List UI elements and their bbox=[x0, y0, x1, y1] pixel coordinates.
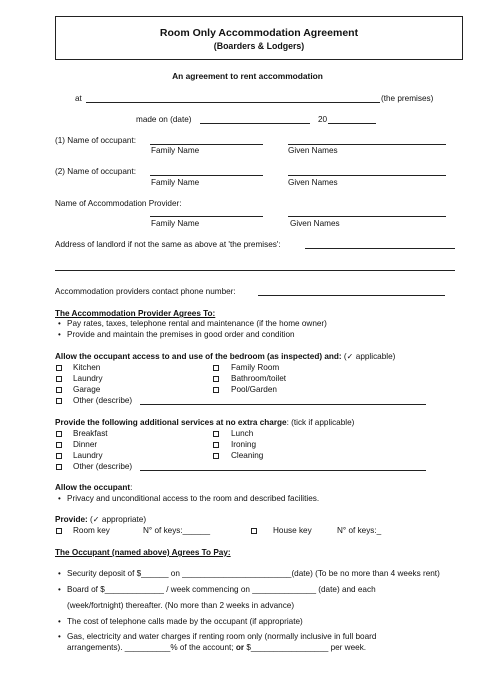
occupant-agrees-heading: The Occupant (named above) Agrees To Pay: bbox=[55, 548, 231, 557]
checkbox-other-access[interactable] bbox=[56, 398, 62, 404]
bullet: • bbox=[58, 569, 61, 578]
made-on-date-field[interactable] bbox=[200, 123, 310, 124]
premises-field[interactable] bbox=[86, 102, 380, 103]
occupant2-given-caption: Given Names bbox=[288, 178, 338, 187]
utilities-text-2 bbox=[67, 643, 366, 653]
access-option-label: Bathroom/toilet bbox=[231, 374, 287, 383]
provide-heading: Provide: bbox=[55, 515, 88, 524]
occupant2-family-caption: Family Name bbox=[151, 178, 200, 187]
service-option-label: Dinner bbox=[73, 440, 98, 449]
service-option-label: Ironing bbox=[231, 440, 257, 449]
checkbox-other-service[interactable] bbox=[56, 464, 62, 470]
board-text-2: (week/fortnight) thereafter. (No more than 2 weeks in advance) bbox=[67, 601, 295, 610]
provide-heading-line bbox=[55, 515, 146, 525]
premises-label: at bbox=[75, 94, 82, 103]
title-box bbox=[55, 16, 463, 60]
access-other-field[interactable] bbox=[140, 404, 426, 405]
provider-agrees-item: Pay rates, taxes, telephone rental and maintenance (if the home owner) bbox=[67, 319, 327, 328]
access-option-label: Kitchen bbox=[73, 363, 101, 372]
allow-occupant-heading: Allow the occupant bbox=[55, 483, 131, 492]
access-option-label: Pool/Garden bbox=[231, 385, 277, 394]
contact-phone-label: Accommodation providers contact phone number: bbox=[55, 287, 236, 296]
landlord-address-label: Address of landlord if not the same as above at 'the premises': bbox=[55, 240, 281, 249]
checkbox-room-key[interactable] bbox=[56, 528, 62, 534]
intro-text: An agreement to rent accommodation bbox=[172, 71, 323, 81]
checkbox-breakfast[interactable] bbox=[56, 431, 62, 437]
landlord-address-field-2[interactable] bbox=[55, 270, 455, 271]
access-heading: Allow the occupant access to and use of the bedroom (as inspected) and: bbox=[55, 352, 342, 361]
security-deposit-text: Security deposit of $______ on ________________________(date) (To be no more than 4 weeks rent) bbox=[67, 569, 440, 578]
room-key-label: Room key bbox=[73, 526, 110, 535]
access-option-label: Garage bbox=[73, 385, 101, 394]
utilities-text-1: Gas, electricity and water charges if renting room only (normally inclusive in full board bbox=[67, 632, 377, 641]
utilities-text-2c: $_________________ per week. bbox=[244, 643, 367, 652]
document-title: Room Only Accommodation Agreement bbox=[159, 27, 359, 39]
house-key-label: House key bbox=[273, 526, 312, 535]
services-note: : (tick if applicable) bbox=[286, 418, 355, 427]
board-text-1: Board of $_____________ / week commencing on ______________ (date) and each bbox=[67, 585, 376, 594]
checkbox-kitchen[interactable] bbox=[56, 365, 62, 371]
access-option-label: Family Room bbox=[231, 363, 280, 372]
occupant1-given-field[interactable] bbox=[288, 144, 446, 145]
checkbox-laundry-service[interactable] bbox=[56, 453, 62, 459]
landlord-address-field-1[interactable] bbox=[305, 248, 455, 249]
room-keys-count: N° of keys:______ bbox=[143, 526, 210, 535]
provider-given-field[interactable] bbox=[288, 216, 446, 217]
services-heading: Provide the following additional services at no extra charge bbox=[55, 418, 287, 427]
bullet: • bbox=[58, 585, 61, 594]
checkbox-house-key[interactable] bbox=[251, 528, 257, 534]
utilities-or: or bbox=[235, 643, 245, 652]
checkbox-ironing[interactable] bbox=[213, 442, 219, 448]
provider-family-field[interactable] bbox=[150, 216, 263, 217]
checkbox-pool-garden[interactable] bbox=[213, 387, 219, 393]
checkbox-dinner[interactable] bbox=[56, 442, 62, 448]
bullet: • bbox=[58, 617, 61, 626]
checkbox-lunch[interactable] bbox=[213, 431, 219, 437]
provider-agrees-heading: The Accommodation Provider Agrees To: bbox=[55, 309, 216, 318]
bullet: • bbox=[58, 632, 61, 641]
provide-note: (✓ appropriate) bbox=[90, 515, 147, 524]
occupant1-family-caption: Family Name bbox=[151, 146, 200, 155]
access-option-label: Laundry bbox=[73, 374, 103, 383]
utilities-text-2a: arrangements). __________% of the account; bbox=[67, 643, 236, 652]
access-heading-line bbox=[55, 352, 395, 362]
service-option-label: Lunch bbox=[231, 429, 254, 438]
service-option-label: Cleaning bbox=[231, 451, 264, 460]
occupant2-given-field[interactable] bbox=[288, 175, 446, 176]
checkbox-laundry[interactable] bbox=[56, 376, 62, 382]
checkbox-cleaning[interactable] bbox=[213, 453, 219, 459]
checkbox-bathroom[interactable] bbox=[213, 376, 219, 382]
contact-phone-field[interactable] bbox=[258, 295, 445, 296]
allow-occupant-colon: : bbox=[130, 483, 133, 492]
checkbox-garage[interactable] bbox=[56, 387, 62, 393]
house-keys-count: N° of keys:_ bbox=[337, 526, 382, 535]
occupant1-label: (1) Name of occupant: bbox=[55, 136, 137, 145]
occupant1-given-caption: Given Names bbox=[288, 146, 338, 155]
provider-given-caption: Given Names bbox=[290, 219, 340, 228]
access-note: (✓ applicable) bbox=[343, 352, 396, 361]
made-on-label: made on (date) bbox=[136, 115, 192, 124]
provider-agrees-item: Provide and maintain the premises in good order and condition bbox=[67, 330, 295, 339]
bullet: • bbox=[58, 494, 61, 503]
service-option-label: Other (describe) bbox=[73, 462, 133, 471]
provider-label: Name of Accommodation Provider: bbox=[55, 199, 182, 208]
premises-suffix: (the premises) bbox=[381, 94, 434, 103]
document-subtitle: (Boarders & Lodgers) bbox=[213, 41, 305, 51]
occupant2-family-field[interactable] bbox=[150, 175, 263, 176]
service-option-label: Laundry bbox=[73, 451, 103, 460]
services-heading-line bbox=[55, 418, 354, 428]
checkbox-family-room[interactable] bbox=[213, 365, 219, 371]
occupant1-family-field[interactable] bbox=[150, 144, 263, 145]
bullet: • bbox=[58, 330, 61, 339]
service-option-label: Breakfast bbox=[73, 429, 108, 438]
access-option-label: Other (describe) bbox=[73, 396, 133, 405]
allow-occupant-item: Privacy and unconditional access to the room and described facilities. bbox=[67, 494, 320, 503]
services-other-field[interactable] bbox=[140, 470, 426, 471]
occupant2-label: (2) Name of occupant: bbox=[55, 167, 137, 176]
provider-family-caption: Family Name bbox=[151, 219, 200, 228]
telephone-costs-text: The cost of telephone calls made by the occupant (if appropriate) bbox=[67, 617, 303, 626]
bullet: • bbox=[58, 319, 61, 328]
year-prefix: 20 bbox=[318, 115, 328, 124]
allow-occupant-heading-line bbox=[55, 483, 132, 493]
year-field[interactable] bbox=[328, 123, 376, 124]
